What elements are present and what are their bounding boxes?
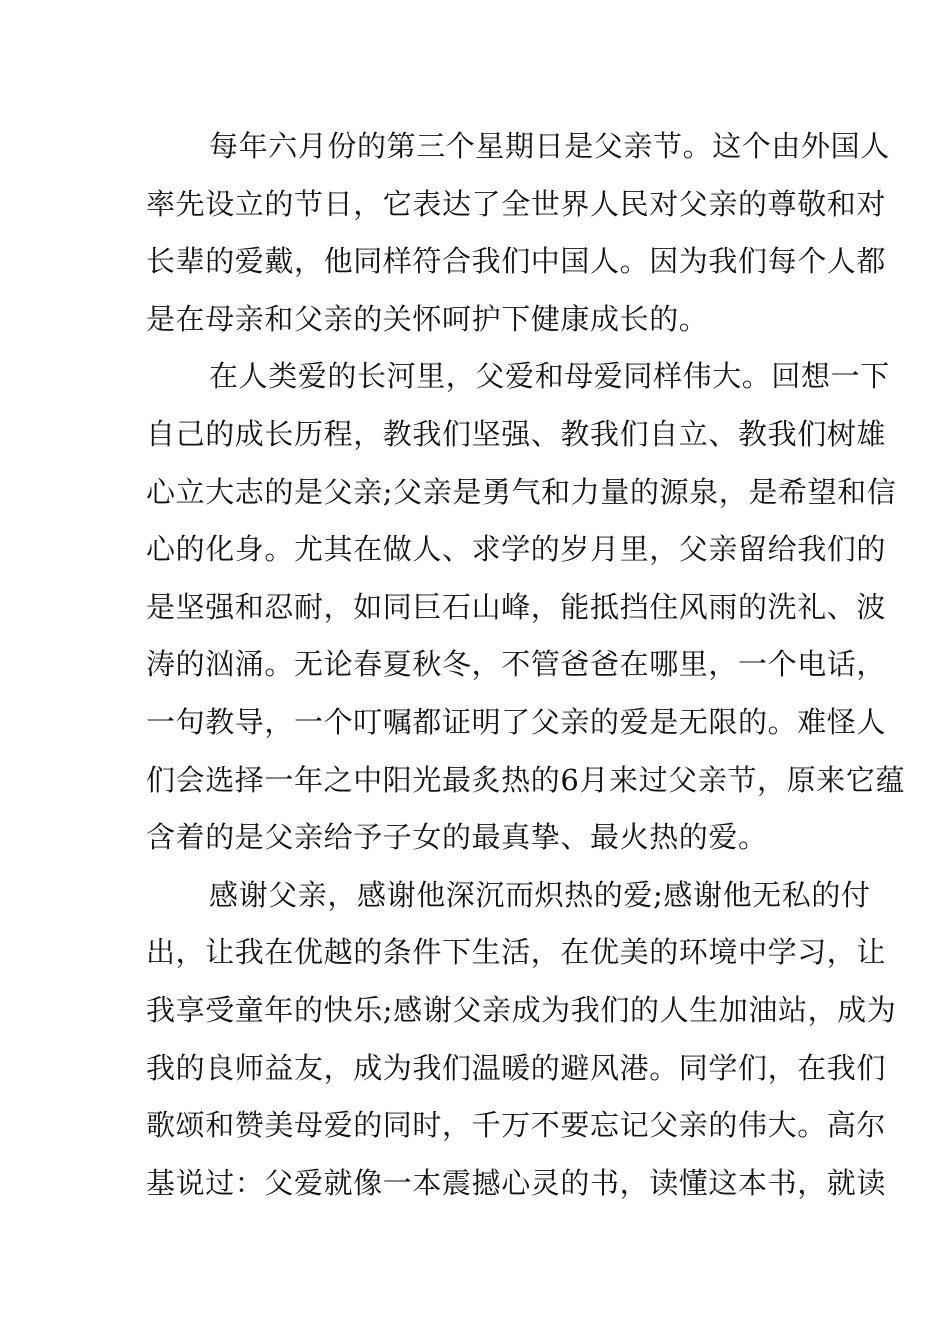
text-line: 是坚强和忍耐，如同巨石山峰，能抵挡住风雨的洗礼、波	[146, 589, 887, 624]
text-line: 在人类爱的长河里，父爱和母爱同样伟大。回想一下	[209, 359, 890, 394]
text-line: 心立大志的是父亲;父亲是勇气和力量的源泉，是希望和信	[146, 474, 897, 509]
text-line: 率先设立的节日，它表达了全世界人民对父亲的尊敬和对	[146, 186, 887, 221]
text-line: 心的化身。尤其在做人、求学的岁月里，父亲留给我们的	[146, 532, 887, 567]
text-line: 感谢父亲，感谢他深沉而炽热的爱;感谢他无私的付	[209, 877, 871, 912]
text-line: 出，让我在优越的条件下生活，在优美的环境中学习，让	[146, 935, 887, 970]
text-line: 是在母亲和父亲的关怀呵护下健康成长的。	[146, 301, 709, 336]
text-line: 们会选择一年之中阳光最炙热的6月来过父亲节，原来它蕴	[146, 762, 906, 797]
text-line: 我享受童年的快乐;感谢父亲成为我们的人生加油站，成为	[146, 992, 897, 1027]
text-line: 长辈的爱戴，他同样符合我们中国人。因为我们每个人都	[146, 244, 887, 279]
text-line: 涛的汹涌。无论春夏秋冬，不管爸爸在哪里，一个电话，	[146, 647, 887, 682]
text-line: 基说过：父爱就像一本震撼心灵的书，读懂这本书，就读	[146, 1165, 887, 1200]
body-text	[146, 118, 906, 1212]
text-line: 歌颂和赞美母爱的同时，千万不要忘记父亲的伟大。高尔	[146, 1108, 887, 1143]
text-line: 含着的是父亲给予子女的最真挚、最火热的爱。	[146, 820, 768, 855]
text-line: 每年六月份的第三个星期日是父亲节。这个由外国人	[209, 129, 890, 163]
text-line: 一句教导，一个叮嘱都证明了父亲的爱是无限的。难怪人	[146, 704, 887, 739]
text-line: 自己的成长历程，教我们坚强、教我们自立、教我们树雄	[146, 416, 887, 451]
text-line: 我的良师益友，成为我们温暖的避风港。同学们，在我们	[146, 1050, 887, 1085]
